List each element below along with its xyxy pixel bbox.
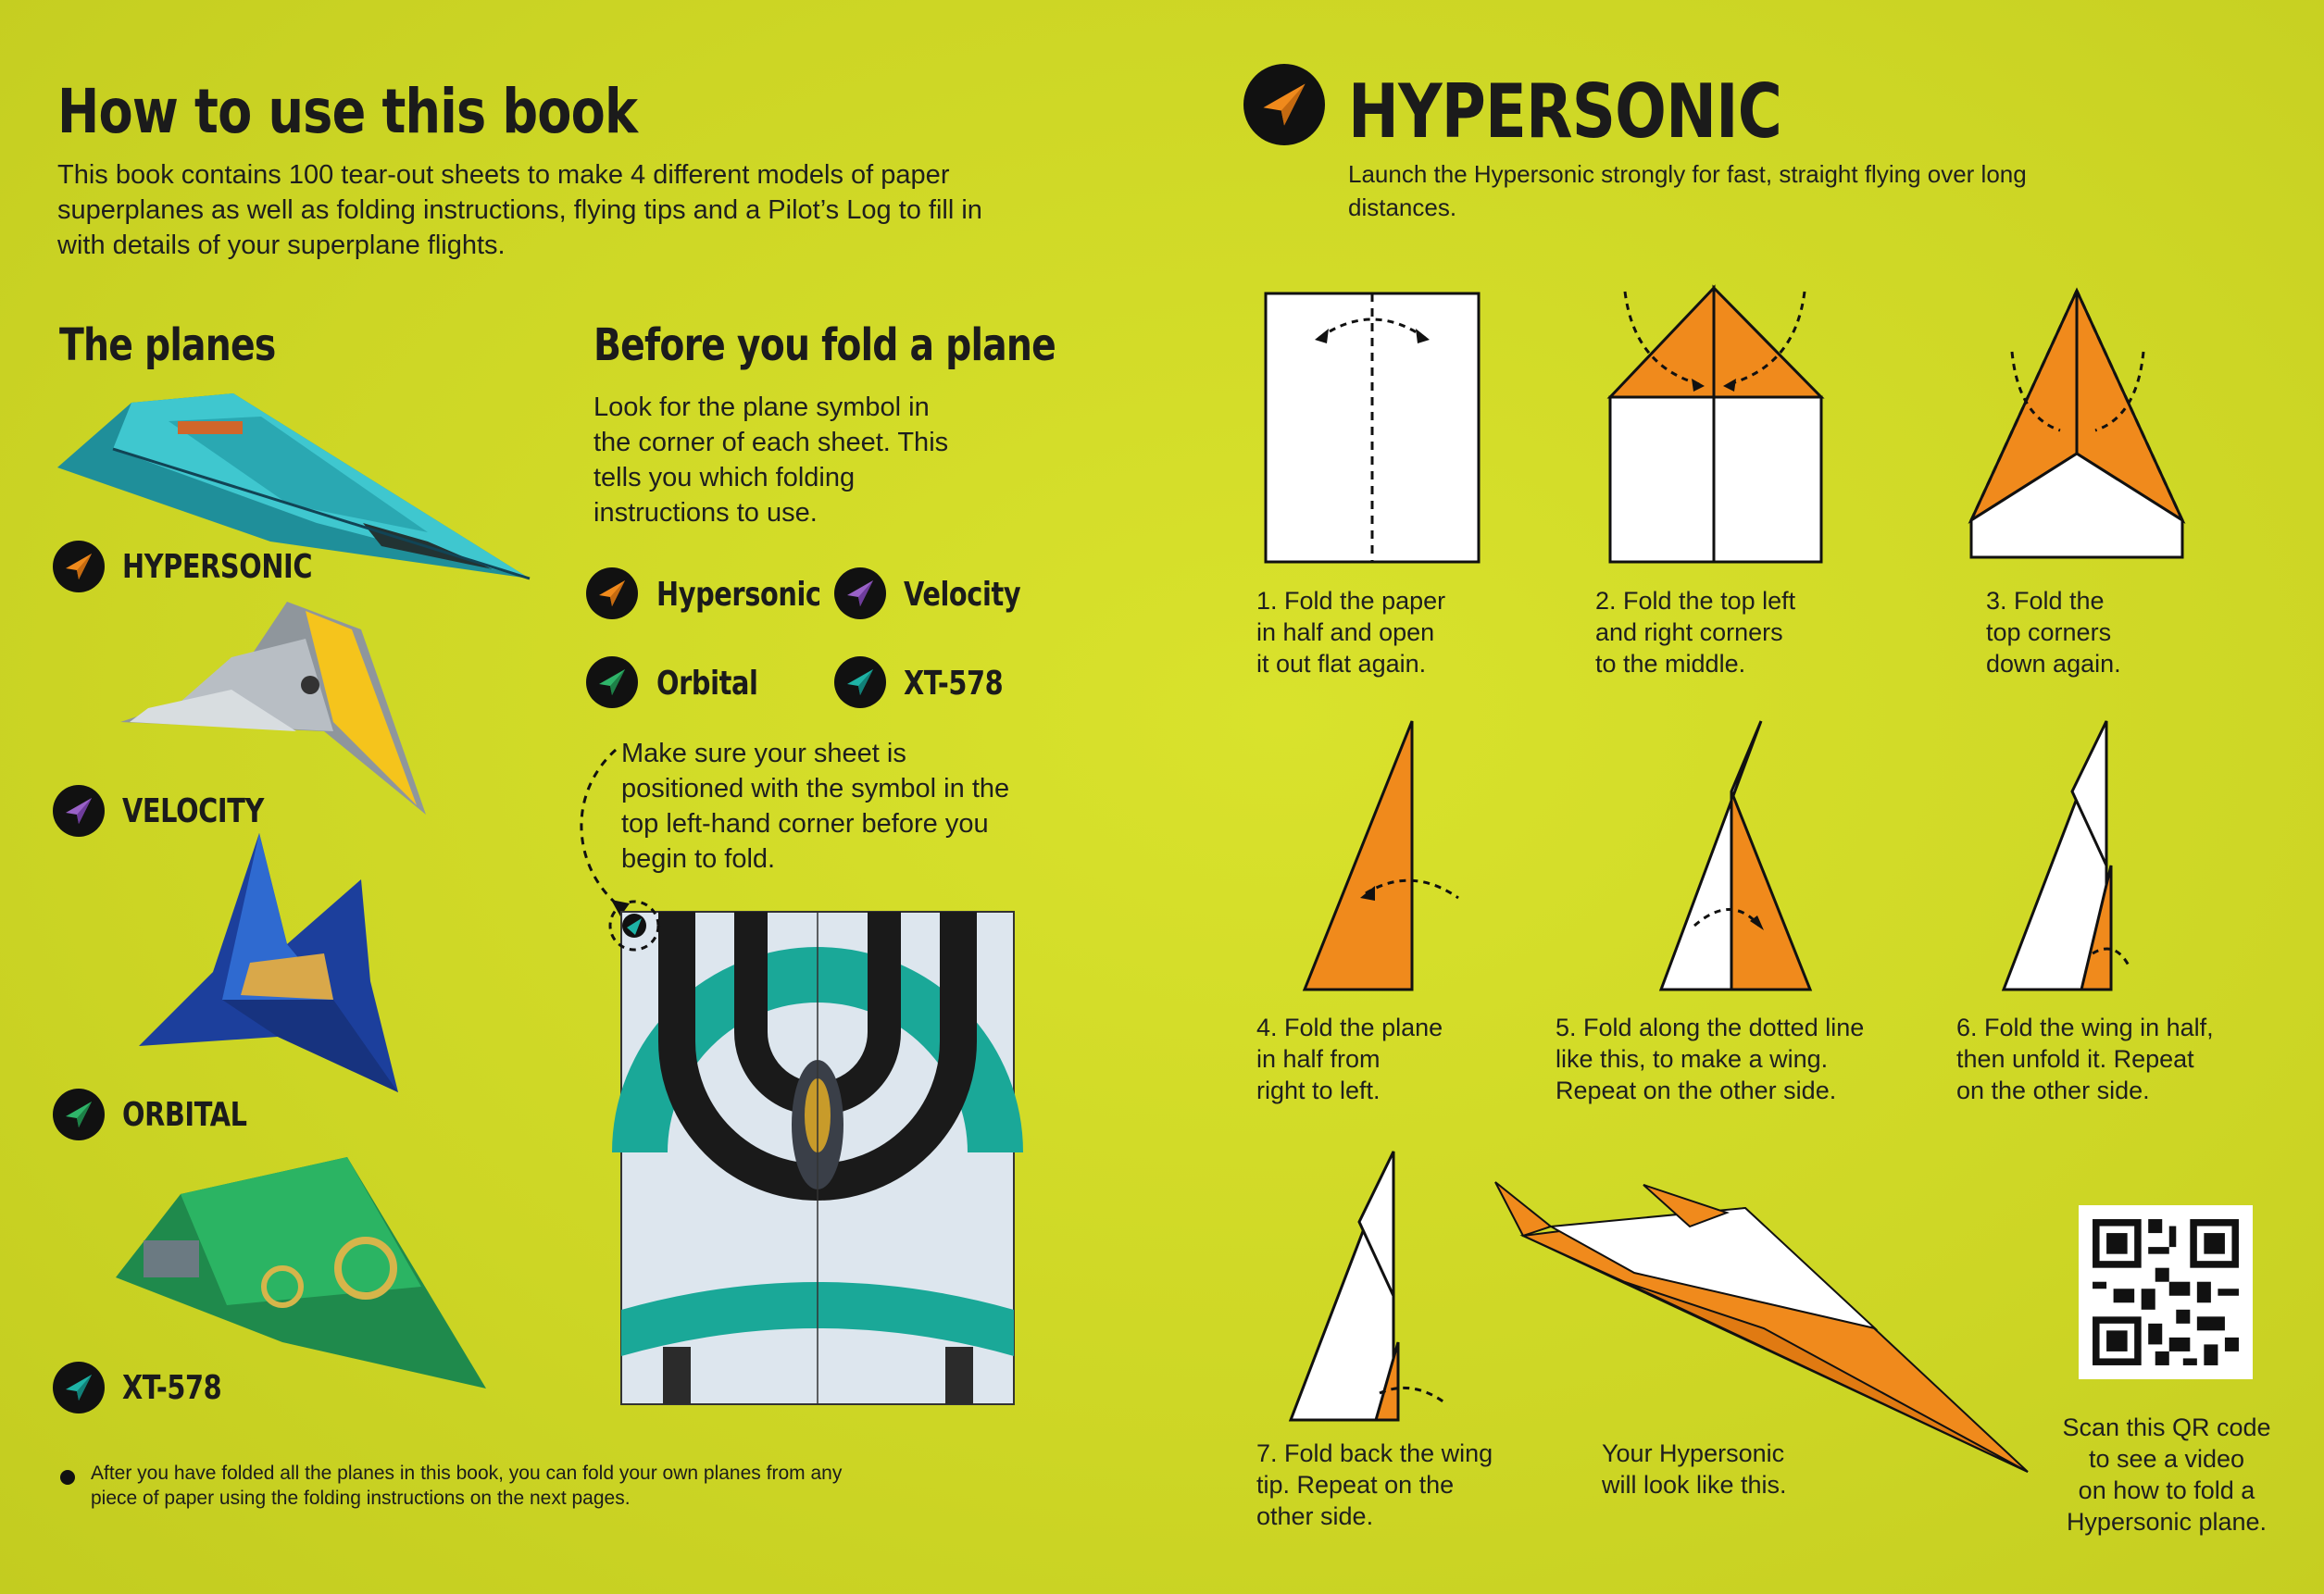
before-heading: Before you fold a plane (593, 319, 1056, 371)
sheet-note: Make sure your sheet is positioned with the symbol in the top left-hand corner before you begin to fold. (621, 739, 1010, 874)
planes-heading: The planes (59, 319, 276, 371)
step-1-caption: 1. Fold the paper in half and open it out flat again. (1256, 587, 1446, 678)
step-7-caption: 7. Fold back the wing tip. Repeat on the other side. (1256, 1439, 1493, 1530)
plane-label-xt578: XT-578 (122, 1369, 222, 1407)
symbol-label-xt578: XT-578 (904, 665, 1004, 703)
step-6-diagram (2000, 717, 2148, 995)
step-2-caption: 2. Fold the top left and right corners to the middle. (1595, 587, 1796, 678)
plane-label-velocity: VELOCITY (122, 792, 264, 830)
step-7-diagram (1287, 1148, 1454, 1426)
velocity-plane-image (120, 602, 435, 824)
page-title-right: HYPERSONIC (1348, 68, 1782, 155)
symbol-label-velocity: Velocity (904, 576, 1021, 614)
step-2-diagram (1606, 282, 1829, 566)
symbol-label-orbital: Orbital (656, 665, 758, 703)
step-6-caption: 6. Fold the wing in half, then unfold it. Repeat on the other side. (1956, 1014, 2214, 1104)
hypersonic-title-icon (1243, 64, 1325, 145)
xt578-badge-icon (53, 1362, 105, 1413)
page-title-left: How to use this book (57, 76, 638, 147)
symbol-orbital-icon (586, 656, 638, 708)
finished-plane-caption: Your Hypersonic will look like this. (1602, 1439, 1787, 1499)
qr-caption: Scan this QR code to see a video on how to fold a Hypersonic plane. (2062, 1413, 2271, 1536)
step-3-diagram (1968, 287, 2190, 561)
qr-code-icon (2079, 1205, 2253, 1379)
finished-plane-image (1486, 1171, 2032, 1476)
step-5-diagram (1657, 717, 1815, 995)
symbol-label-hypersonic: Hypersonic (656, 576, 821, 614)
step-1-diagram (1264, 292, 1482, 566)
plane-label-orbital: ORBITAL (122, 1096, 247, 1134)
hypersonic-badge-icon (53, 541, 105, 592)
symbol-xt578-icon (834, 656, 886, 708)
hypersonic-intro: Launch the Hypersonic strongly for fast, straight flying over long distances. (1348, 160, 2027, 221)
xt578-plane-image (116, 1157, 486, 1389)
step-4-diagram (1301, 717, 1468, 995)
corner-symbol-icon (606, 898, 662, 953)
qr-code[interactable] (2079, 1205, 2253, 1379)
footnote-bullet-icon (60, 1470, 75, 1485)
sample-sheet-image (621, 912, 1014, 1404)
step-3-caption: 3. Fold the top corners down again. (1986, 587, 2121, 678)
before-text: Look for the plane symbol in the corner of each sheet. This tells you which folding instructions to use. (593, 392, 949, 528)
orbital-plane-image (139, 833, 398, 1092)
symbol-velocity-icon (834, 567, 886, 619)
step-5-caption: 5. Fold along the dotted line like this, to make a wing. Repeat on the other side. (1556, 1014, 1865, 1104)
symbol-hypersonic-icon (586, 567, 638, 619)
intro-text: This book contains 100 tear-out sheets to make 4 different models of paper superplanes as well as folding instructions, flying tips and a Pilot’s Log to fill in with details of your superplane flights. (57, 160, 982, 260)
footnote-text: After you have folded all the planes in this book, you can fold your own planes from any piece of paper using the folding instructions on the next pages. (91, 1463, 843, 1509)
orbital-badge-icon (53, 1089, 105, 1140)
plane-label-hypersonic: HYPERSONIC (122, 548, 313, 586)
velocity-badge-icon (53, 785, 105, 837)
step-4-caption: 4. Fold the plane in half from right to left. (1256, 1014, 1443, 1104)
